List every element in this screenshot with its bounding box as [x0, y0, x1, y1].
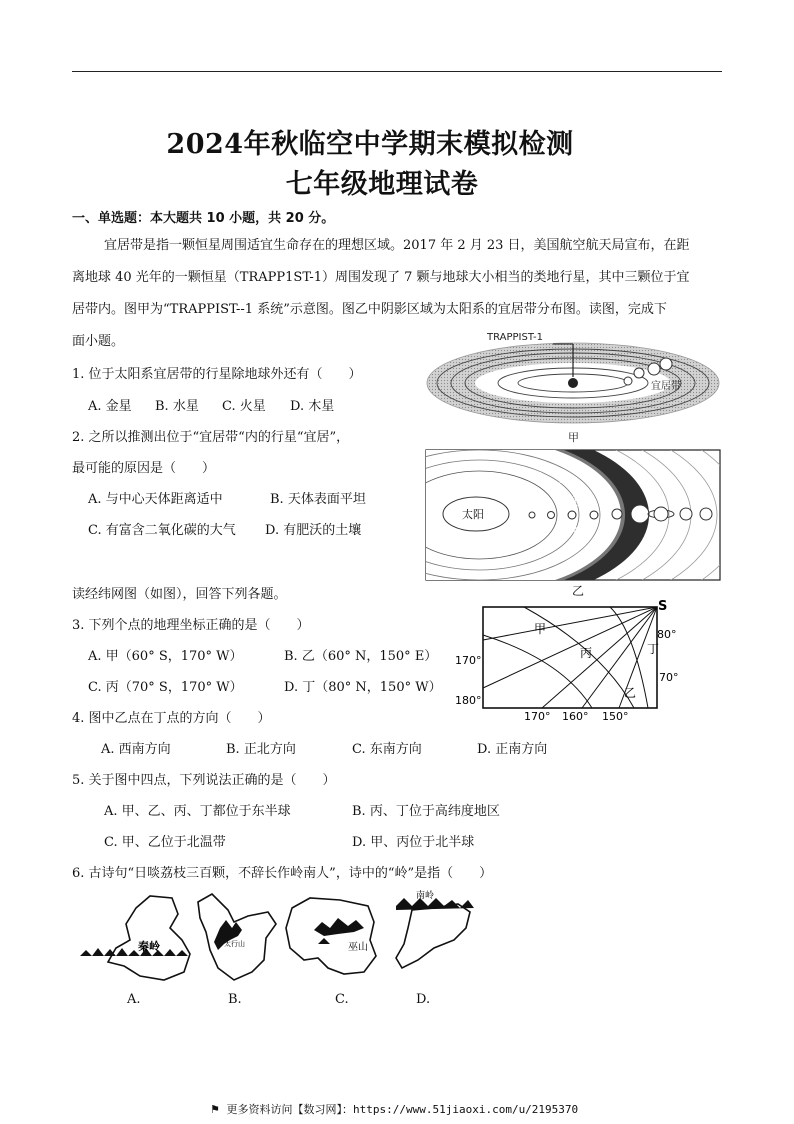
habitable-zone-label: 宜居带: [651, 381, 681, 392]
option-a[interactable]: A. 西南方向: [101, 742, 171, 757]
option-c[interactable]: C. 东南方向: [352, 742, 422, 757]
map-label: 南岭: [416, 891, 435, 901]
option-d[interactable]: D. 有肥沃的土壤: [265, 523, 362, 538]
option-d[interactable]: D. 正南方向: [477, 742, 548, 757]
option-a[interactable]: A. 与中心天体距离适中: [88, 492, 223, 507]
pole-label: S: [658, 600, 668, 614]
lon-label: 170°: [455, 654, 482, 667]
lat-label: 70°: [659, 671, 679, 684]
passage-line: 离地球 40 光年的一颗恒星（TRAPP1ST-1）周围发现了 7 颗与地球大小相当的类地行星，其中三颗位于宜: [72, 270, 690, 285]
star-icon: [568, 378, 578, 388]
map-label: 巫山: [348, 942, 368, 953]
passage-line: 宜居带是指一颗恒星周围适宜生命存在的理想区域。2017 年 2 月 23 日，美国航空航天局宣布，在距: [104, 238, 690, 253]
lon-label: 160°: [562, 710, 589, 723]
flag-icon: ⚑: [210, 1103, 220, 1116]
question-2-stem-cont: 最可能的原因是（ ）: [72, 461, 216, 476]
exam-title-line1: 2024年秋临空中学期末模拟检测: [166, 129, 574, 160]
option-c[interactable]: C. 丙（70° S，170° W）: [88, 680, 243, 695]
figure-caption-yi: 乙: [572, 584, 585, 598]
zone-char: 宜: [558, 472, 569, 485]
option-d[interactable]: D. 甲、丙位于北半球: [352, 835, 475, 850]
option-c[interactable]: C. 火星: [222, 399, 266, 414]
map-label: 秦岭: [138, 940, 160, 953]
figure-yi-solar-system: [424, 448, 726, 598]
map-b: [198, 894, 276, 980]
point-label: 乙: [624, 686, 637, 700]
map-c: [286, 898, 376, 974]
option-a[interactable]: A.: [127, 992, 141, 1007]
star-label: TRAPPIST-1: [487, 332, 544, 343]
lon-label: 180°: [455, 694, 482, 707]
map-label: 太行山: [224, 940, 245, 948]
passage-line: 面小题。: [72, 334, 125, 349]
mountain-maps: [78, 888, 488, 988]
option-c[interactable]: C. 有富含二氧化碳的大气: [88, 523, 236, 538]
point-label: 丁: [647, 642, 660, 656]
lon-label: 170°: [524, 710, 551, 723]
footer-text: 更多资料访问【数习网】：https://www.51jiaoxi.com/u/2195370: [226, 1103, 579, 1116]
map-a: [80, 896, 190, 980]
footer-link[interactable]: [210, 1101, 578, 1117]
figure-caption-jia: 甲: [568, 431, 579, 444]
question-6-stem: 6. 古诗句“日啖荔枝三百颗，不辞长作岭南人”，诗中的“岭”是指（ ）: [72, 866, 493, 881]
map-d: [396, 889, 474, 968]
section-heading: 一、单选题：本大题共 10 小题，共 20 分。: [72, 211, 335, 226]
lat-lon-grid-map: [452, 600, 692, 725]
question-5-stem: 5. 关于图中四点，下列说法正确的是（ ）: [72, 773, 336, 788]
option-a[interactable]: A. 甲、乙、丙、丁都位于东半球: [104, 804, 291, 819]
question-2-stem: 2. 之所以推测出位于“宜居带“内的行星“宜居”，: [72, 430, 350, 445]
option-a[interactable]: A. 金星: [88, 399, 132, 414]
option-b[interactable]: B. 丙、丁位于高纬度地区: [352, 804, 500, 819]
question-3-stem: 3. 下列个点的地理坐标正确的是（ ）: [72, 618, 310, 633]
option-d[interactable]: D. 丁（80° N，150° W）: [284, 680, 442, 695]
exam-title-line2: 七年级地理试卷: [285, 169, 479, 200]
option-d[interactable]: D. 木星: [290, 399, 335, 414]
passage-line: 居带内。图甲为“TRAPPIST--1 系统”示意图。图乙中阴影区域为太阳系的宜居带分布图。读图，完成下: [72, 302, 667, 317]
option-d[interactable]: D.: [416, 992, 431, 1007]
lat-label: 80°: [657, 628, 677, 641]
option-b[interactable]: B. 正北方向: [226, 742, 296, 757]
option-a[interactable]: A. 甲（60° S，170° W）: [88, 649, 243, 664]
option-b[interactable]: B. 水星: [155, 399, 199, 414]
zone-char: 带: [573, 526, 584, 539]
zone-char: 居: [569, 495, 580, 508]
option-b[interactable]: B. 天体表面平坦: [270, 492, 366, 507]
intro-grid-questions: 读经纬网图（如图），回答下列各题。: [72, 587, 287, 602]
question-4-stem: 4. 图中乙点在丁点的方向（ ）: [72, 711, 271, 726]
header-rule: [72, 71, 722, 72]
option-b[interactable]: B. 乙（60° N，150° E）: [284, 649, 438, 664]
option-c[interactable]: C.: [335, 992, 349, 1007]
question-1-stem: 1. 位于太阳系宜居带的行星除地球外还有（ ）: [72, 367, 362, 382]
option-b[interactable]: B.: [228, 992, 242, 1007]
lon-label: 150°: [602, 710, 629, 723]
sun-label: 太阳: [462, 508, 484, 521]
point-label: 丙: [580, 646, 593, 660]
point-label: 甲: [534, 622, 547, 636]
option-c[interactable]: C. 甲、乙位于北温带: [104, 835, 226, 850]
figure-jia-trappist: [425, 325, 725, 450]
